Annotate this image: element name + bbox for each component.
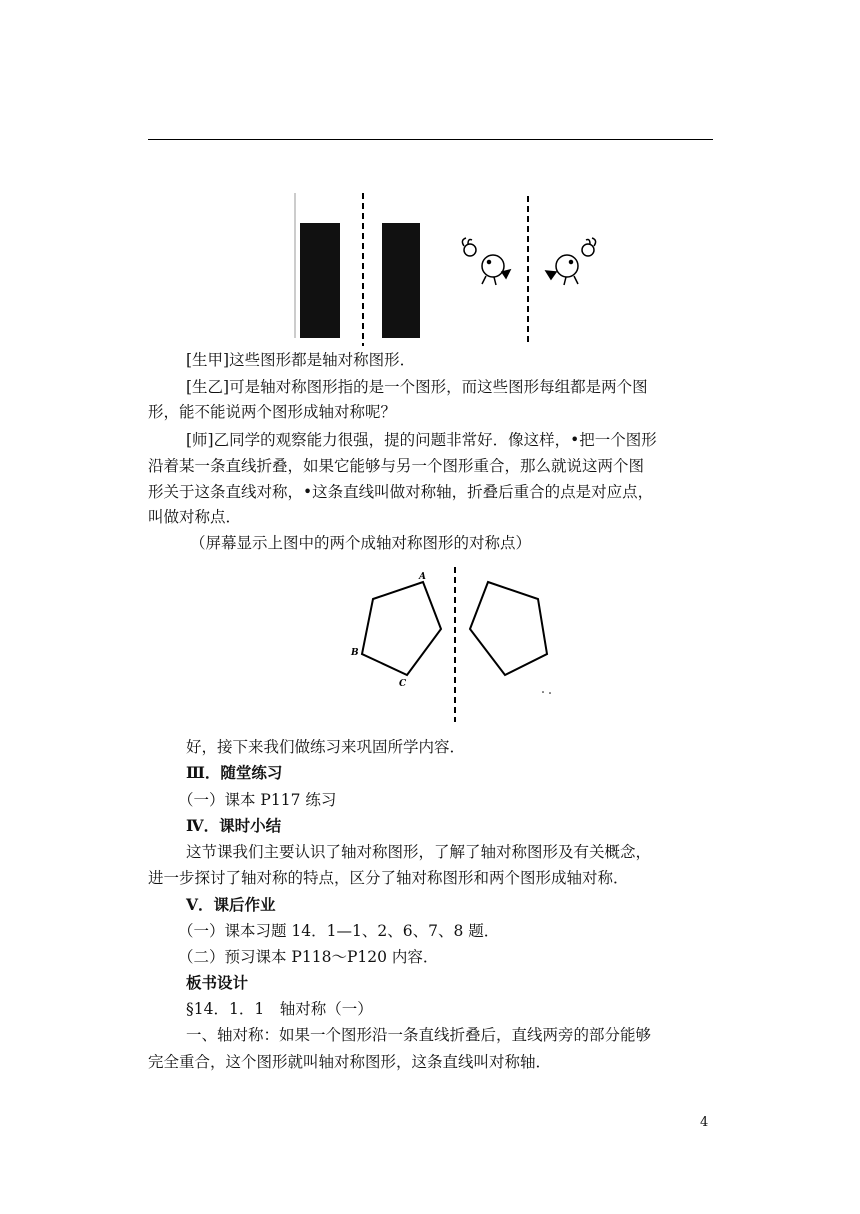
body-line: 进一步探讨了轴对称的特点，区分了轴对称图形和两个图形成轴对称． — [148, 869, 629, 887]
dialogue-line: 形关于这条直线对称，•这条直线叫做对称轴，折叠后重合的点是对应点， — [148, 483, 654, 501]
body-line: 这节课我们主要认识了轴对称图形，了解了轴对称图形及有关概念， — [186, 843, 652, 861]
dialogue-line: [师]乙同学的观察能力很强，提的问题非常好．像这样，•把一个图形 — [186, 431, 657, 449]
dialogue-line: [生乙]可是轴对称图形指的是一个图形，而这些图形每组都是两个图 — [186, 378, 648, 396]
body-line: （一）课本习题 14．1—1、2、6、7、8 题． — [178, 922, 500, 940]
vertex-label-b: B — [351, 648, 359, 658]
vertex-label-c: C — [399, 679, 407, 689]
section-heading: 板书设计 — [186, 973, 249, 992]
section-heading: Ⅴ．课后作业 — [186, 895, 276, 914]
dialogue-line: 叫做对称点． — [148, 508, 242, 526]
dialogue-line: 形，能不能说两个图形成轴对称呢？ — [148, 403, 397, 421]
dialogue-line: 沿着某一条直线折叠，如果它能够与另一个图形重合，那么就说这两个图 — [148, 457, 645, 475]
symmetry-figure-rectangles-birds — [290, 188, 610, 348]
body-line: （二）预习课本 P118～P120 内容． — [178, 948, 439, 966]
section-heading: Ⅳ．课时小结 — [186, 816, 282, 835]
body-line: 完全重合，这个图形就叫轴对称图形，这条直线叫对称轴． — [148, 1053, 552, 1071]
pentagon-right — [470, 582, 547, 675]
section-heading: Ⅲ．随堂练习 — [186, 763, 283, 782]
header-rule — [148, 139, 713, 140]
black-rectangle-left — [300, 223, 340, 338]
body-line: §14．1．1 轴对称（一） — [186, 1000, 373, 1018]
dialogue-line: [生甲]这些图形都是轴对称图形． — [186, 351, 416, 369]
page-number: 4 — [700, 1115, 709, 1130]
body-line: 一、轴对称：如果一个图形沿一条直线折叠后，直线两旁的部分能够 — [186, 1026, 652, 1044]
body-line: 好，接下来我们做练习来巩固所学内容． — [186, 738, 466, 756]
black-rectangle-right — [382, 223, 420, 338]
bird-icon-right — [546, 238, 596, 285]
dialogue-line: （屏幕显示上图中的两个成轴对称图形的对称点） — [190, 534, 532, 552]
body-line: （一）课本 P117 练习 — [178, 791, 337, 809]
vertex-label-a: A — [419, 572, 426, 582]
pentagon-left — [362, 582, 441, 675]
symmetry-figure-pentagons — [340, 562, 570, 727]
bird-icon-left — [462, 238, 510, 285]
